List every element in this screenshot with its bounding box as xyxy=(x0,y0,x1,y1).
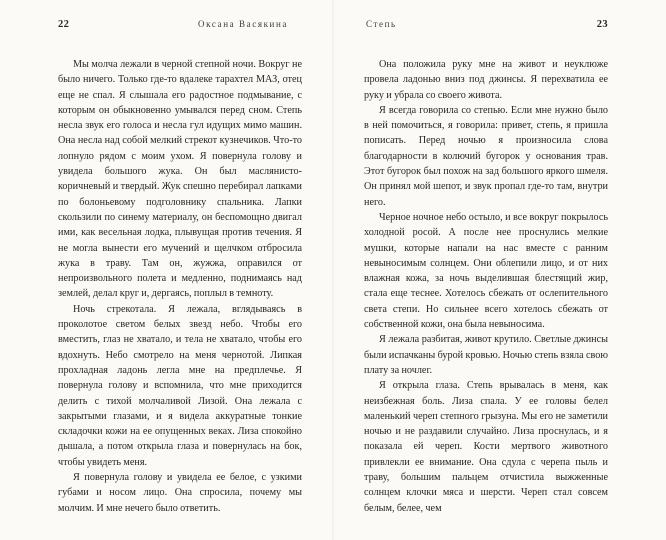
running-head-title: Степь xyxy=(366,19,397,29)
page-right xyxy=(333,0,666,540)
paragraph: Я повернула голову и увидела ее белое, с узкими губами и носом лицо. Она спросила, почему мы молчим. И мне нечего было ответить. xyxy=(58,472,302,514)
running-head-author: Оксана Васякина xyxy=(198,19,288,29)
paragraph: Я открыла глаза. Степь врывалась в меня, как неизбежная боль. Лиза спала. У ее головы белел маленький череп степного грызуна. Мы его не заметили ночью и не раздавили случайно. Лиза проснулась, и я показала ей череп. Кости мертвого животного привлекли ее внимание. Она сдула с черепа пыль и траву, большим пальцем отчистила выжженные солнцем клочки мяса и шерсти. Череп стал совсем белым, белее, чем xyxy=(364,380,608,514)
page-header-right xyxy=(364,19,608,33)
page-body-left xyxy=(58,57,302,516)
page-number-left: 22 xyxy=(58,19,70,30)
page-header-left xyxy=(58,19,302,33)
paragraph: Я лежала разбитая, живот крутило. Светлые джинсы были испачканы бурой кровью. Ночью степь взяла свою плату за ночлег. xyxy=(364,334,608,376)
paragraph: Она положила руку мне на живот и неуклюже провела ладонью вниз под джинсы. Я перехватила ее руку и убрала со своего живота. xyxy=(364,59,608,101)
paragraph: Я всегда говорила со степью. Если мне нужно было в ней помочиться, я говорила: привет, степь, я пришла пописать. Перед ночью я произносила слова благодарности в колючий бугорок у основания трав. Этот бугорок был похож на зад большого яркого шмеля. Он принял мой шепот, и звук пропал где-то там, внутри него. xyxy=(364,104,608,208)
paragraph: Черное ночное небо остыло, и все вокруг покрылось холодной росой. А после нее проснулись мелкие мушки, которые напали на нас вместе с ранним невыносимым солнцем. Они облепили лицо, и от них влажная кожа, за ночь выделившая блестящий жир, стала еще теснее. Хотелось сбежать от ослепительного света степи. Но сильнее всего хотелось сбежать от собственной кожи, она была невыносима. xyxy=(364,211,608,331)
paragraph: Ночь стрекотала. Я лежала, вглядываясь в проколотое светом белых звезд небо. Чтобы его вместить, глаз не хватало, и тела не хватало, чтобы его вдохнуть. Небо смотрело на меня чернотой. Липкая прохладная ладонь легла мне на предплечье. Я повернула голову и вспомнила, что мне приходится делить с тихой молчаливой Лизой. Она лежала с закрытыми глазами, и я видела аккуратные тонкие складочки кожи на ее опущенных веках. Лиза спокойно дышала, а потом открыла глаза и повернулась на бок, чтобы увидеть меня. xyxy=(58,303,302,468)
page-number-right: 23 xyxy=(596,19,608,30)
page-body-right xyxy=(364,57,608,516)
paragraph: Мы молча лежали в черной степной ночи. Вокруг не было ничего. Только где-то вдалеке тарахтел МАЗ, отец еще не спал. Я слышала его радостное подмывание, с которым он обыкновенно умывался перед сном. Степь несла звук его голоса и несла гул идущих мимо машин. Она несла над собой мелкий стрекот кузнечиков. Что-то лопнуло рядом с моим ухом. Я повернула голову и увидела большого жука. Он был маслянисто-коричневый и твердый. Жук спешно перебирал лапками по болоньевому подголовнику спальника. Лапки скользили по синему материалу, он беспомощно двигал ими, как весельная лодка, плывущая против течения. Я не могла вынести его мучений и щелчком отбросила жука в траву. Там он, жужжа, оправился от непроизвольного полета и медленно, поднимаясь над землей, делал круг и, дергаясь, поплыл в темноту. xyxy=(58,59,302,300)
